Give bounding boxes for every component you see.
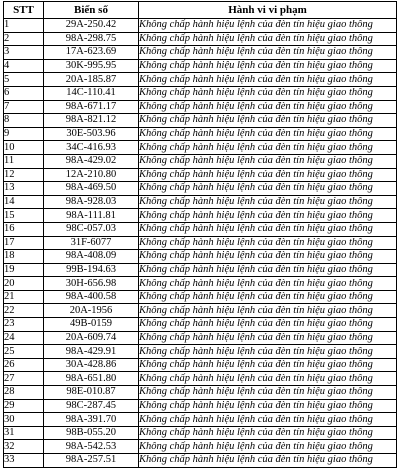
license-plate: 31F-6077 xyxy=(44,236,139,250)
row-number: 14 xyxy=(4,195,44,209)
violation-text: Không chấp hành hiệu lệnh của đèn tín hiệu giao thông xyxy=(139,19,397,33)
violation-text: Không chấp hành hiệu lệnh của đèn tín hiệu giao thông xyxy=(139,304,397,318)
license-plate: 98A-400.58 xyxy=(44,290,139,304)
row-number: 24 xyxy=(4,331,44,345)
table-row xyxy=(4,100,397,114)
violation-text: Không chấp hành hiệu lệnh của đèn tín hiệu giao thông xyxy=(139,59,397,73)
violation-text: Không chấp hành hiệu lệnh của đèn tín hiệu giao thông xyxy=(139,290,397,304)
header-plate: Biển số xyxy=(44,2,139,19)
row-number: 19 xyxy=(4,263,44,277)
license-plate: 98A-429.02 xyxy=(44,154,139,168)
license-plate: 98A-391.70 xyxy=(44,413,139,427)
table-row xyxy=(4,358,397,372)
violation-text: Không chấp hành hiệu lệnh của đèn tín hiệu giao thông xyxy=(139,46,397,60)
violation-text: Không chấp hành hiệu lệnh của đèn tín hiệu giao thông xyxy=(139,399,397,413)
violation-text: Không chấp hành hiệu lệnh của đèn tín hiệu giao thông xyxy=(139,141,397,155)
row-number: 9 xyxy=(4,127,44,141)
violation-text: Không chấp hành hiệu lệnh của đèn tín hiệu giao thông xyxy=(139,372,397,386)
table-row xyxy=(4,182,397,196)
table-row xyxy=(4,386,397,400)
row-number: 22 xyxy=(4,304,44,318)
violation-text: Không chấp hành hiệu lệnh của đèn tín hiệu giao thông xyxy=(139,236,397,250)
license-plate: 98A-651.80 xyxy=(44,372,139,386)
license-plate: 17A-623.69 xyxy=(44,46,139,60)
license-plate: 20A-609.74 xyxy=(44,331,139,345)
table-row xyxy=(4,277,397,291)
license-plate: 98B-055.20 xyxy=(44,426,139,440)
license-plate: 14C-110.41 xyxy=(44,86,139,100)
license-plate: 99B-194.63 xyxy=(44,263,139,277)
table-row xyxy=(4,250,397,264)
table-row xyxy=(4,141,397,155)
violation-text: Không chấp hành hiệu lệnh của đèn tín hiệu giao thông xyxy=(139,154,397,168)
table-row xyxy=(4,222,397,236)
table-row xyxy=(4,209,397,223)
table-row xyxy=(4,46,397,60)
license-plate: 30H-656.98 xyxy=(44,277,139,291)
table-row xyxy=(4,304,397,318)
license-plate: 30E-503.96 xyxy=(44,127,139,141)
table-row xyxy=(4,195,397,209)
row-number: 32 xyxy=(4,440,44,454)
table-row xyxy=(4,440,397,454)
row-number: 1 xyxy=(4,19,44,33)
violation-text: Không chấp hành hiệu lệnh của đèn tín hiệu giao thông xyxy=(139,413,397,427)
license-plate: 98C-057.03 xyxy=(44,222,139,236)
table-row xyxy=(4,413,397,427)
violation-text: Không chấp hành hiệu lệnh của đèn tín hiệu giao thông xyxy=(139,127,397,141)
table-row xyxy=(4,426,397,440)
row-number: 27 xyxy=(4,372,44,386)
row-number: 4 xyxy=(4,59,44,73)
table-row xyxy=(4,154,397,168)
violation-text: Không chấp hành hiệu lệnh của đèn tín hiệu giao thông xyxy=(139,250,397,264)
license-plate: 49B-0159 xyxy=(44,318,139,332)
table-row xyxy=(4,32,397,46)
table-row xyxy=(4,454,397,468)
table-row xyxy=(4,127,397,141)
violations-table xyxy=(3,1,397,468)
row-number: 23 xyxy=(4,318,44,332)
row-number: 8 xyxy=(4,114,44,128)
table-header-row xyxy=(4,2,397,19)
license-plate: 20A-185.87 xyxy=(44,73,139,87)
table-row xyxy=(4,263,397,277)
table-row xyxy=(4,372,397,386)
row-number: 33 xyxy=(4,454,44,468)
row-number: 5 xyxy=(4,73,44,87)
violation-text: Không chấp hành hiệu lệnh của đèn tín hiệu giao thông xyxy=(139,345,397,359)
row-number: 29 xyxy=(4,399,44,413)
row-number: 20 xyxy=(4,277,44,291)
license-plate: 98E-010.87 xyxy=(44,386,139,400)
license-plate: 12A-210.80 xyxy=(44,168,139,182)
table-row xyxy=(4,399,397,413)
license-plate: 98A-408.09 xyxy=(44,250,139,264)
license-plate: 98A-429.91 xyxy=(44,345,139,359)
row-number: 12 xyxy=(4,168,44,182)
violation-text: Không chấp hành hiệu lệnh của đèn tín hiệu giao thông xyxy=(139,73,397,87)
violation-text: Không chấp hành hiệu lệnh của đèn tín hiệu giao thông xyxy=(139,195,397,209)
table-row xyxy=(4,290,397,304)
license-plate: 34C-416.93 xyxy=(44,141,139,155)
row-number: 25 xyxy=(4,345,44,359)
table-row xyxy=(4,168,397,182)
violation-text: Không chấp hành hiệu lệnh của đèn tín hiệu giao thông xyxy=(139,358,397,372)
license-plate: 98A-257.51 xyxy=(44,454,139,468)
violation-text: Không chấp hành hiệu lệnh của đèn tín hiệu giao thông xyxy=(139,168,397,182)
table-row xyxy=(4,19,397,33)
table-row xyxy=(4,114,397,128)
row-number: 21 xyxy=(4,290,44,304)
row-number: 7 xyxy=(4,100,44,114)
license-plate: 98A-111.81 xyxy=(44,209,139,223)
license-plate: 98A-821.12 xyxy=(44,114,139,128)
license-plate: 98A-542.53 xyxy=(44,440,139,454)
header-violation: Hành vi vi phạm xyxy=(139,2,397,19)
table-row xyxy=(4,73,397,87)
violation-text: Không chấp hành hiệu lệnh của đèn tín hiệu giao thông xyxy=(139,426,397,440)
license-plate: 20A-1956 xyxy=(44,304,139,318)
violation-text: Không chấp hành hiệu lệnh của đèn tín hiệu giao thông xyxy=(139,277,397,291)
license-plate: 98A-928.03 xyxy=(44,195,139,209)
violation-text: Không chấp hành hiệu lệnh của đèn tín hiệu giao thông xyxy=(139,100,397,114)
row-number: 3 xyxy=(4,46,44,60)
header-stt: STT xyxy=(4,2,44,19)
table-row xyxy=(4,345,397,359)
violation-text: Không chấp hành hiệu lệnh của đèn tín hiệu giao thông xyxy=(139,86,397,100)
violation-text: Không chấp hành hiệu lệnh của đèn tín hiệu giao thông xyxy=(139,222,397,236)
violation-text: Không chấp hành hiệu lệnh của đèn tín hiệu giao thông xyxy=(139,454,397,468)
table-row xyxy=(4,236,397,250)
row-number: 6 xyxy=(4,86,44,100)
license-plate: 98A-469.50 xyxy=(44,182,139,196)
row-number: 11 xyxy=(4,154,44,168)
table-row xyxy=(4,318,397,332)
row-number: 18 xyxy=(4,250,44,264)
row-number: 16 xyxy=(4,222,44,236)
row-number: 2 xyxy=(4,32,44,46)
row-number: 28 xyxy=(4,386,44,400)
violation-text: Không chấp hành hiệu lệnh của đèn tín hiệu giao thông xyxy=(139,440,397,454)
violation-text: Không chấp hành hiệu lệnh của đèn tín hiệu giao thông xyxy=(139,318,397,332)
row-number: 10 xyxy=(4,141,44,155)
violation-text: Không chấp hành hiệu lệnh của đèn tín hiệu giao thông xyxy=(139,209,397,223)
violation-text: Không chấp hành hiệu lệnh của đèn tín hiệu giao thông xyxy=(139,32,397,46)
table-row xyxy=(4,331,397,345)
table-body xyxy=(4,19,397,468)
license-plate: 98A-298.75 xyxy=(44,32,139,46)
license-plate: 30A-428.86 xyxy=(44,358,139,372)
license-plate: 29A-250.42 xyxy=(44,19,139,33)
violation-text: Không chấp hành hiệu lệnh của đèn tín hiệu giao thông xyxy=(139,386,397,400)
table-row xyxy=(4,86,397,100)
violation-text: Không chấp hành hiệu lệnh của đèn tín hiệu giao thông xyxy=(139,182,397,196)
row-number: 15 xyxy=(4,209,44,223)
license-plate: 98A-671.17 xyxy=(44,100,139,114)
row-number: 26 xyxy=(4,358,44,372)
violation-text: Không chấp hành hiệu lệnh của đèn tín hiệu giao thông xyxy=(139,114,397,128)
license-plate: 98C-287.45 xyxy=(44,399,139,413)
row-number: 31 xyxy=(4,426,44,440)
violation-text: Không chấp hành hiệu lệnh của đèn tín hiệu giao thông xyxy=(139,263,397,277)
table-row xyxy=(4,59,397,73)
row-number: 13 xyxy=(4,182,44,196)
violation-text: Không chấp hành hiệu lệnh của đèn tín hiệu giao thông xyxy=(139,331,397,345)
row-number: 17 xyxy=(4,236,44,250)
row-number: 30 xyxy=(4,413,44,427)
license-plate: 30K-995.95 xyxy=(44,59,139,73)
